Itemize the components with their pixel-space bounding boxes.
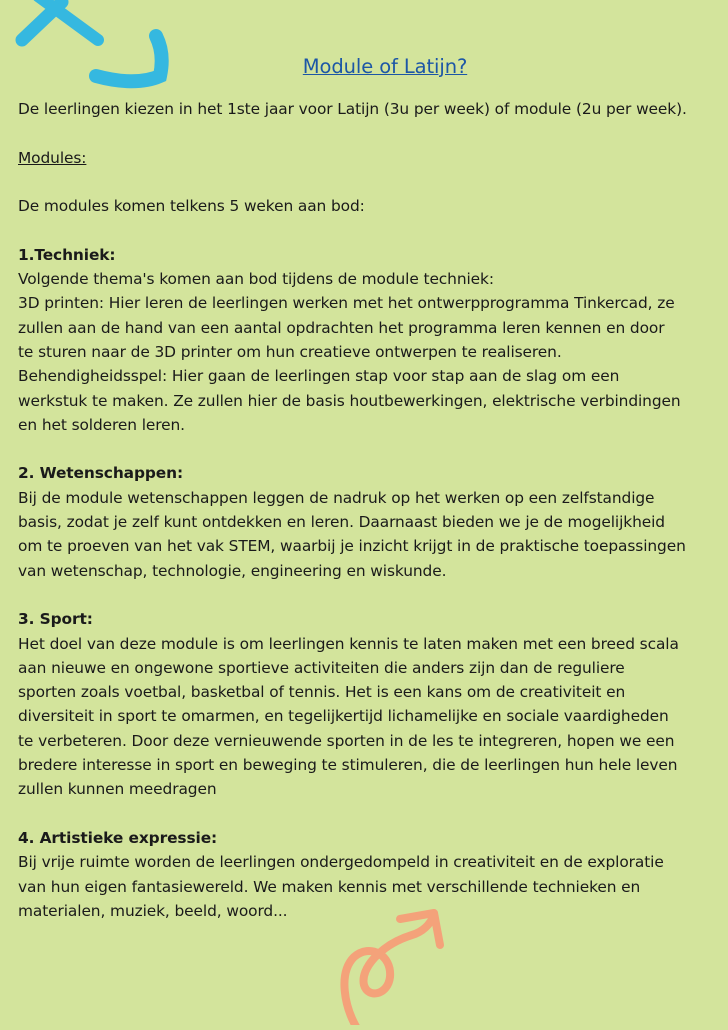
text-line: materialen, muziek, beeld, woord... bbox=[18, 901, 288, 920]
document-body bbox=[18, 52, 712, 923]
text-line: diversiteit in sport te omarmen, en tegelijkertijd lichamelijke en sociale vaardigheden bbox=[18, 707, 669, 726]
section-title: 4. Artistieke expressie: bbox=[18, 828, 218, 847]
text-line: te sturen naar de 3D printer om hun creatieve ontwerpen te realiseren. bbox=[18, 342, 562, 361]
text-line: en het solderen leren. bbox=[18, 415, 185, 434]
text-line: van hun eigen fantasiewereld. We maken kennis met verschillende technieken en bbox=[18, 877, 641, 896]
text-line: bredere interesse in sport en beweging te stimuleren, die de leerlingen hun hele leven bbox=[18, 756, 678, 775]
section-title: 1.Techniek: bbox=[18, 245, 116, 264]
text-line: van wetenschap, technologie, engineering en wiskunde. bbox=[18, 561, 447, 580]
text-line: Behendigheidsspel: Hier gaan de leerlingen stap voor stap aan de slag om een bbox=[18, 367, 620, 386]
text-line: om te proeven van het vak STEM, waarbij je inzicht krijgt in de praktische toepassingen bbox=[18, 537, 686, 556]
modules-heading: Modules: bbox=[18, 148, 87, 167]
text-line: Bij de module wetenschappen leggen de nadruk op het werken op een zelfstandige bbox=[18, 488, 655, 507]
text-line: 3D printen: Hier leren de leerlingen werken met het ontwerpprogramma Tinkercad, ze bbox=[18, 294, 675, 313]
text-line: Volgende thema's komen aan bod tijdens de module techniek: bbox=[18, 270, 494, 289]
text-line: werkstuk te maken. Ze zullen hier de basis houtbewerkingen, elektrische verbindingen bbox=[18, 391, 681, 410]
section-title: 3. Sport: bbox=[18, 610, 93, 629]
text-line: sporten zoals voetbal, basketbal of tennis. Het is een kans om de creativiteit en bbox=[18, 683, 626, 702]
section-title: 2. Wetenschappen: bbox=[18, 464, 184, 483]
text-line: Bij vrije ruimte worden de leerlingen ondergedompeld in creativiteit en de exploratie bbox=[18, 853, 664, 872]
section-wetenschappen bbox=[18, 461, 712, 582]
text-line: te verbeteren. Door deze vernieuwende sporten in de les te integreren, hopen we een bbox=[18, 731, 675, 750]
text-line: aan nieuwe en ongewone sportieve activiteiten die anders zijn dan de reguliere bbox=[18, 658, 625, 677]
section-sport bbox=[18, 607, 712, 801]
text-line: Het doel van deze module is om leerlingen kennis te laten maken met een breed scala bbox=[18, 634, 679, 653]
orange-arrow-doodle-icon bbox=[330, 905, 460, 1025]
text-line: zullen aan de hand van een aantal opdrachten het programma leren kennen en door bbox=[18, 318, 665, 337]
page-title-link[interactable]: Module of Latijn? bbox=[302, 55, 468, 78]
modules-intro: De modules komen telkens 5 weken aan bod: bbox=[18, 197, 365, 216]
section-techniek bbox=[18, 243, 712, 437]
text-line: basis, zodat je zelf kunt ontdekken en leren. Daarnaast bieden we je de mogelijkheid bbox=[18, 513, 665, 532]
text-line: zullen kunnen meedragen bbox=[18, 780, 217, 799]
intro-paragraph: De leerlingen kiezen in het 1ste jaar voor Latijn (3u per week) of module (2u per week). bbox=[18, 100, 687, 118]
